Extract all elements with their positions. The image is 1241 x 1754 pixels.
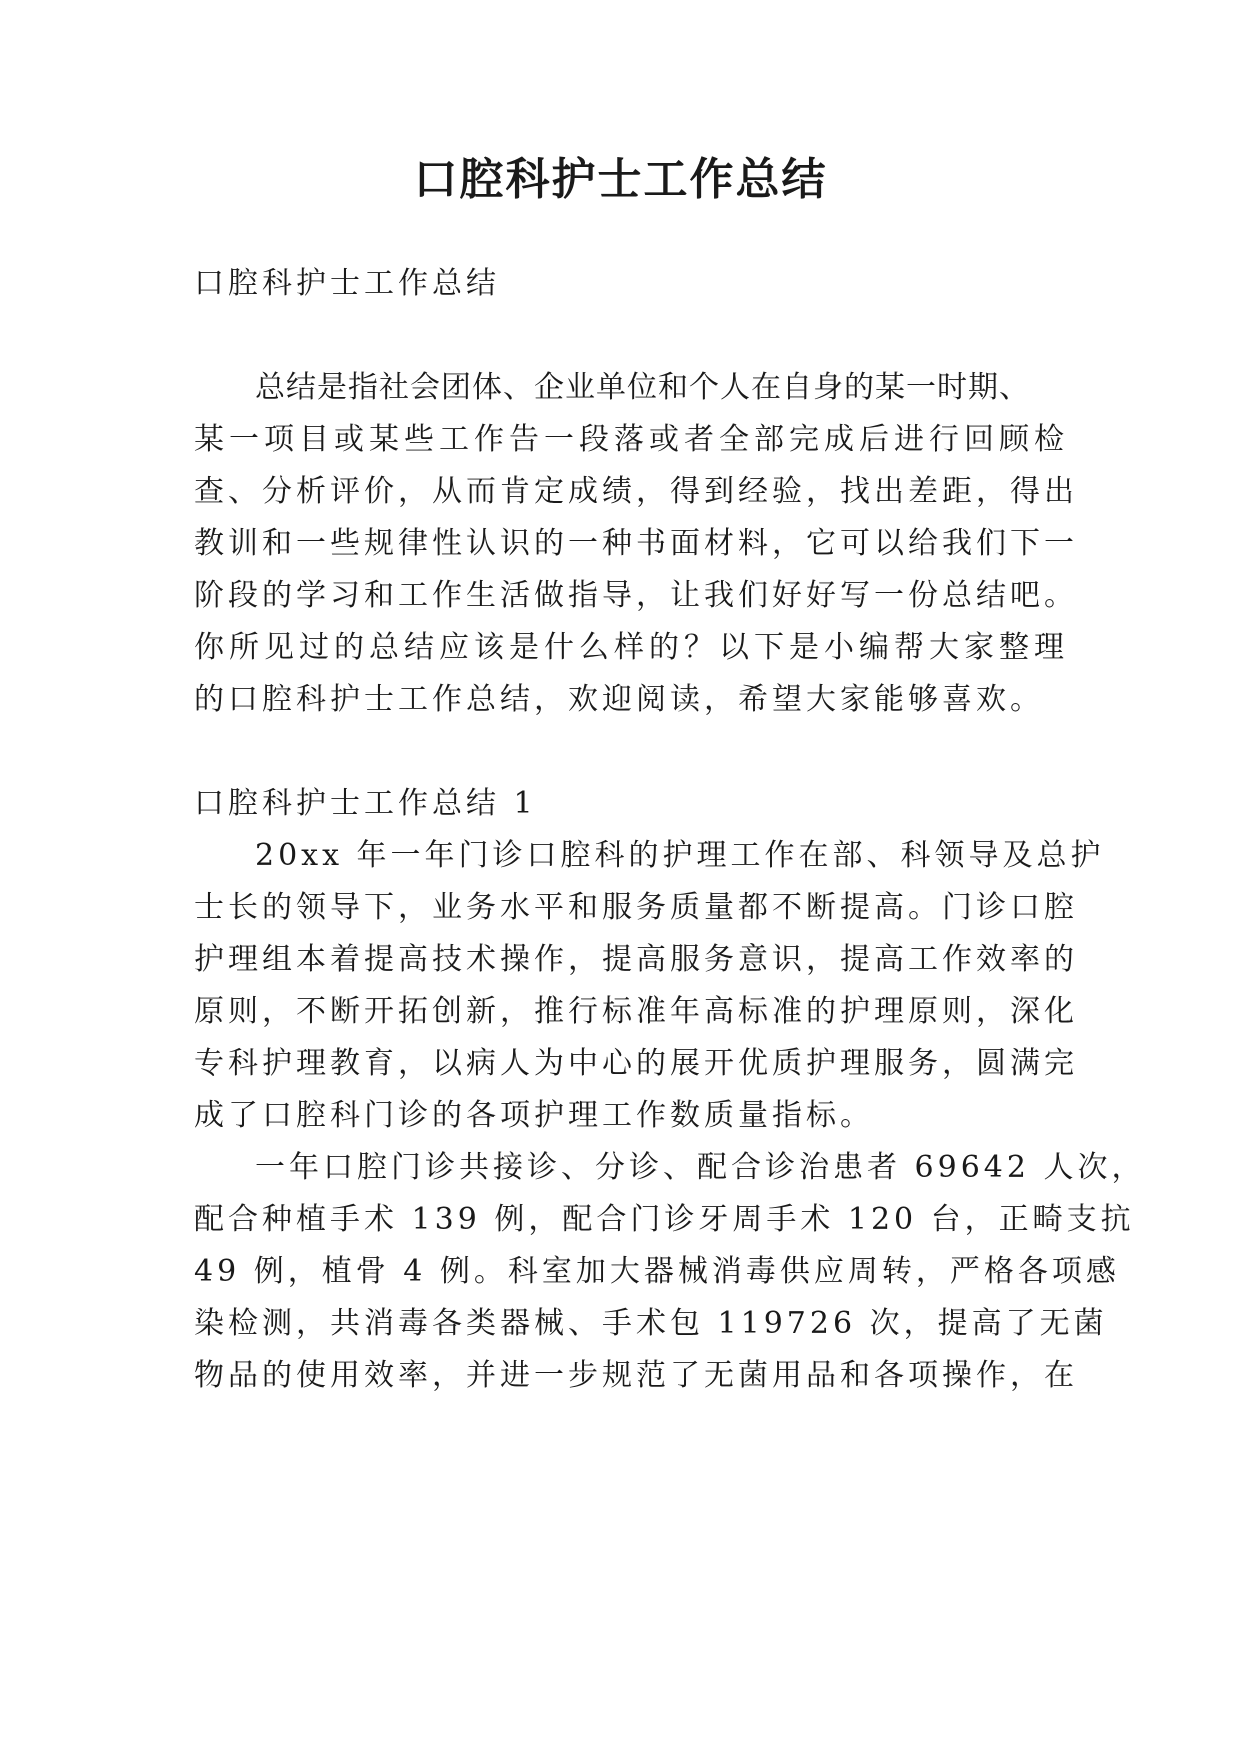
section1-para1-line: 护理组本着提高技术操作，提高服务意识，提高工作效率的	[194, 942, 1078, 977]
section1-para2-line: 染检测，共消毒各类器械、手术包 119726 次，提高了无菌	[194, 1306, 1108, 1341]
intro-line: 教训和一些规律性认识的一种书面材料，它可以给我们下一	[194, 526, 1078, 561]
section1-para1-line: 成了口腔科门诊的各项护理工作数质量指标。	[194, 1098, 874, 1133]
intro-line: 阶段的学习和工作生活做指导，让我们好好写一份总结吧。	[194, 578, 1078, 613]
document-subtitle: 口腔科护士工作总结	[194, 266, 500, 301]
section1-para1-line: 专科护理教育，以病人为中心的展开优质护理服务，圆满完	[194, 1046, 1078, 1081]
section-heading: 口腔科护士工作总结 1	[194, 786, 537, 821]
intro-line: 的口腔科护士工作总结，欢迎阅读，希望大家能够喜欢。	[194, 682, 1044, 717]
intro-line: 查、分析评价，从而肯定成绩，得到经验，找出差距，得出	[194, 474, 1078, 509]
intro-line: 某一项目或某些工作告一段落或者全部完成后进行回顾检	[194, 422, 1069, 457]
document-title: 口腔科护士工作总结	[413, 154, 828, 205]
section1-para2-line: 一年口腔门诊共接诊、分诊、配合诊治患者 69642 人次，	[255, 1150, 1146, 1185]
section1-para2-line: 物品的使用效率，并进一步规范了无菌用品和各项操作，在	[194, 1358, 1078, 1393]
section1-para2-line: 49 例，植骨 4 例。科室加大器械消毒供应周转，严格各项感	[194, 1254, 1120, 1289]
intro-line: 总结是指社会团体、企业单位和个人在自身的某一时期、	[255, 370, 1030, 405]
section1-para1-line: 士长的领导下，业务水平和服务质量都不断提高。门诊口腔	[194, 890, 1078, 925]
section1-para1-line: 20xx 年一年门诊口腔科的护理工作在部、科领导及总护	[255, 838, 1105, 873]
section1-para2-line: 配合种植手术 139 例，配合门诊牙周手术 120 台，正畸支抗	[194, 1202, 1135, 1237]
intro-line: 你所见过的总结应该是什么样的？以下是小编帮大家整理	[194, 630, 1069, 665]
section1-para1-line: 原则，不断开拓创新，推行标准年高标准的护理原则，深化	[194, 994, 1078, 1029]
